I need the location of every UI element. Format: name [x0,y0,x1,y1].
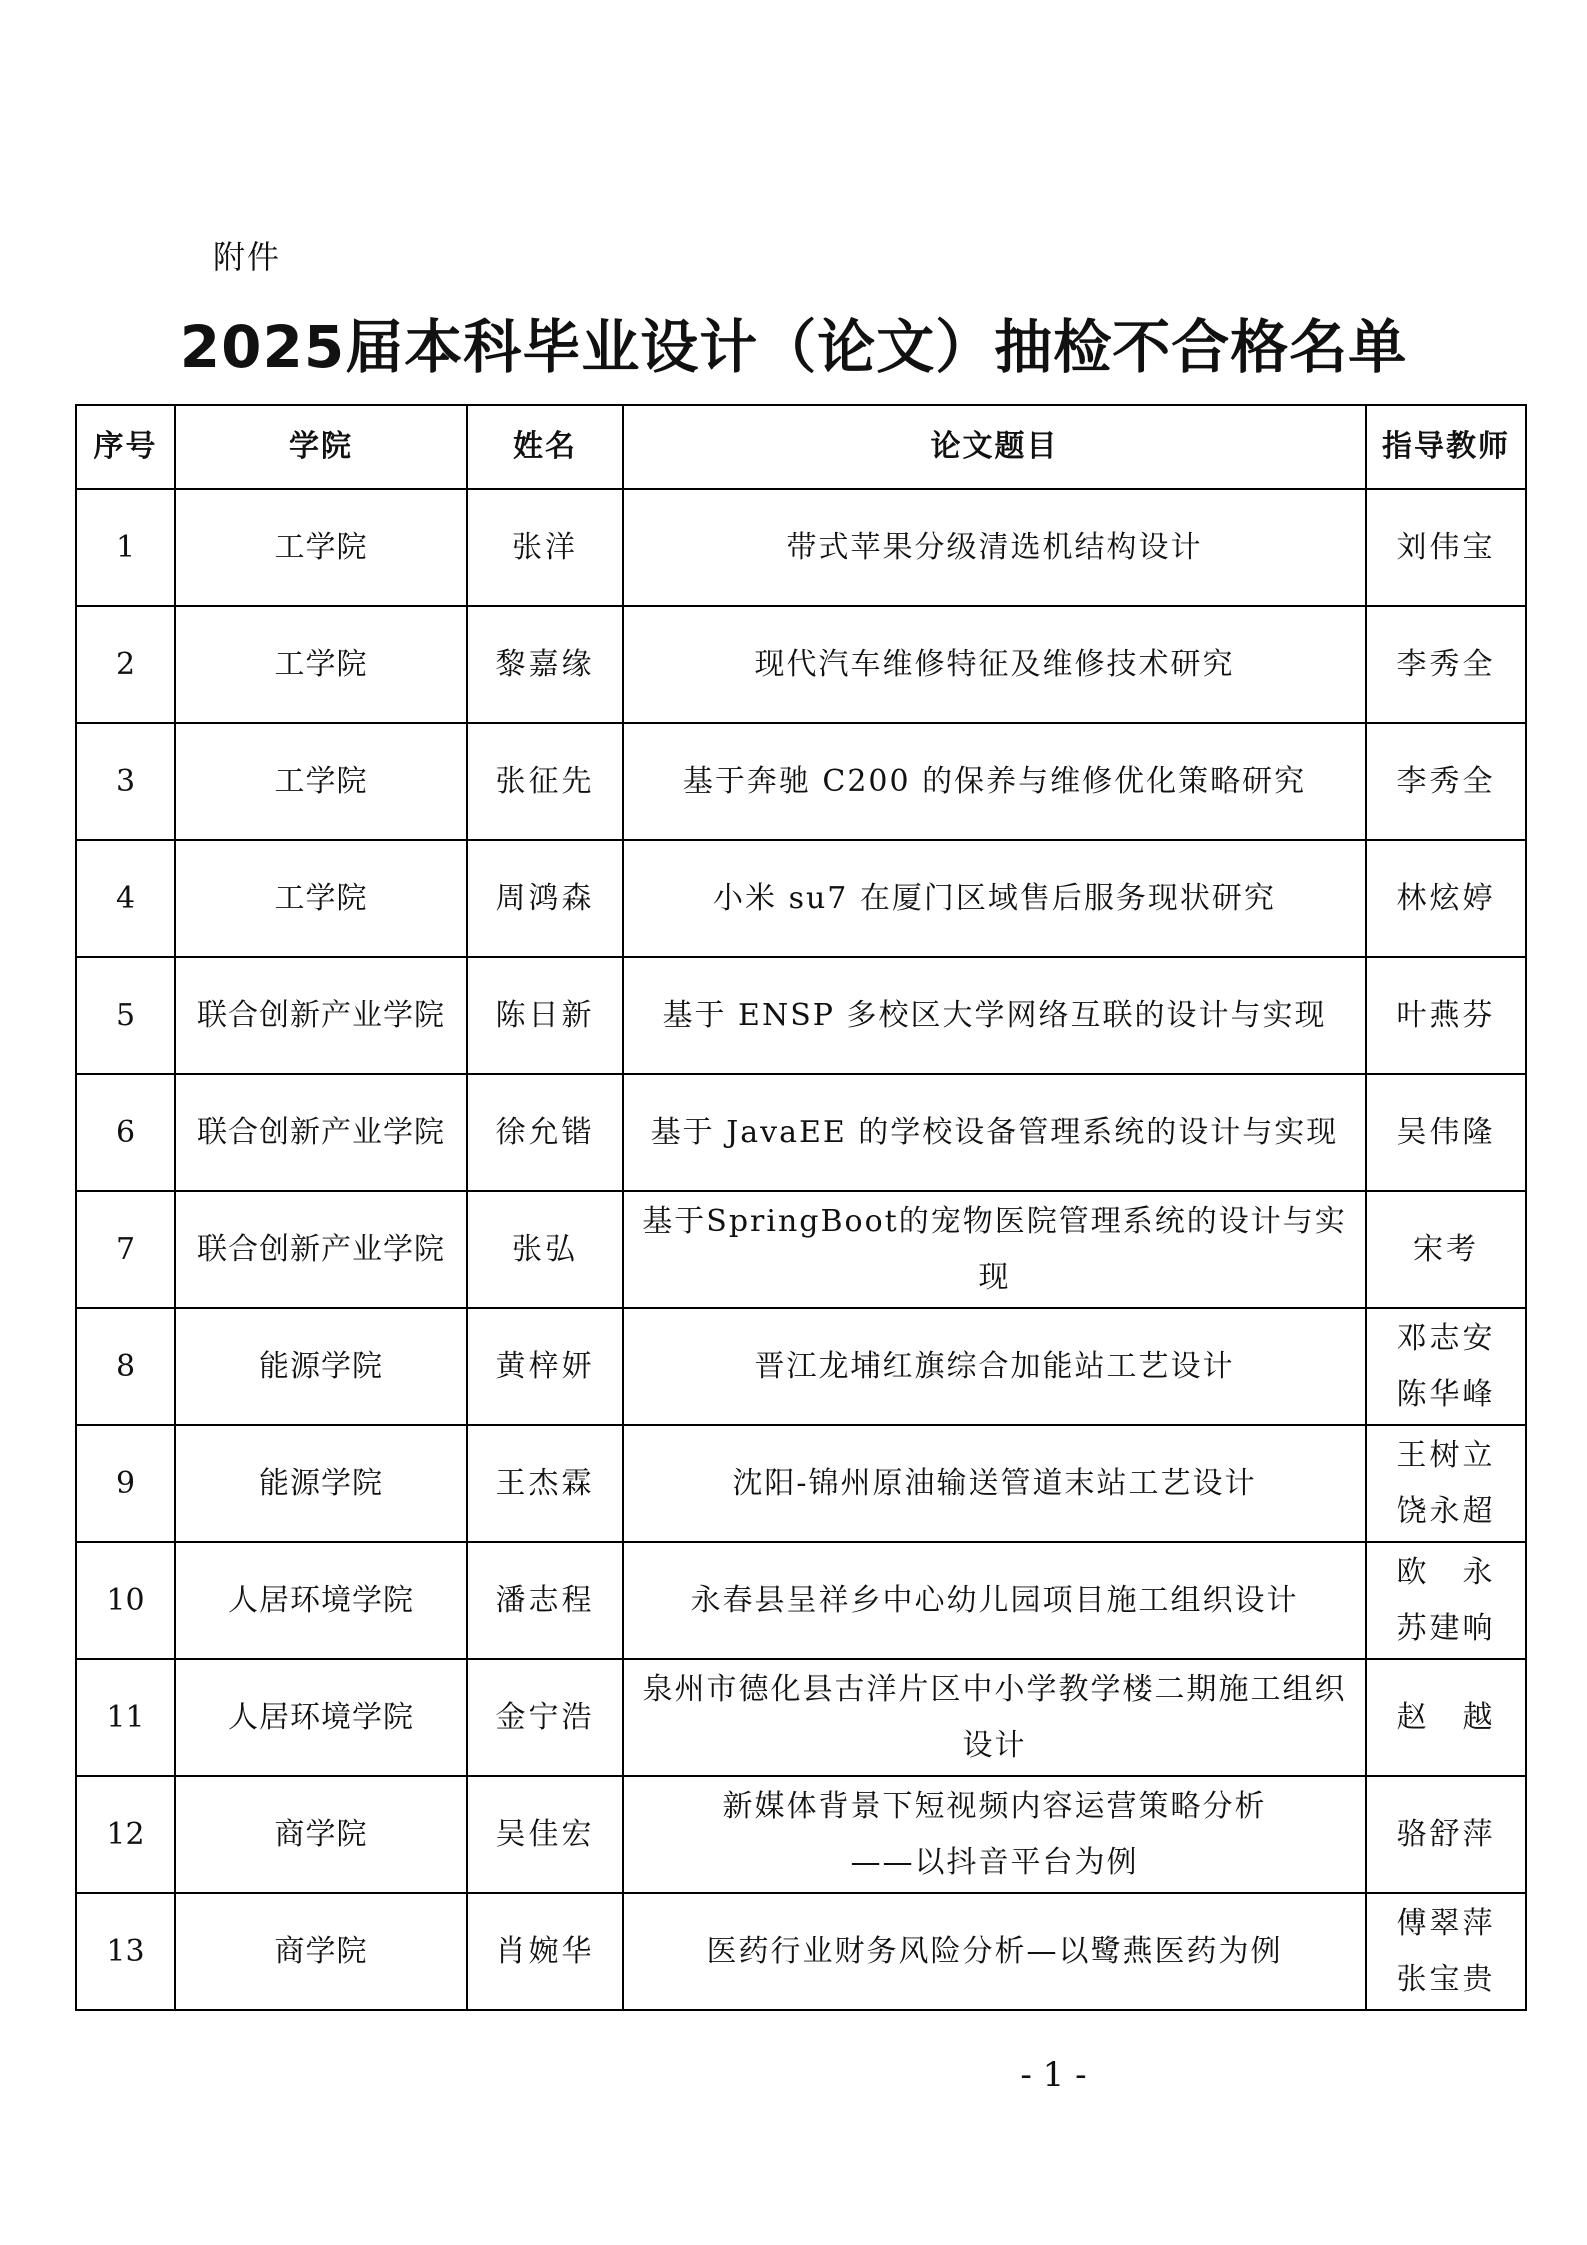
row-advisor [1366,1074,1526,1191]
row-college: 能源学院 [175,1308,467,1425]
row-advisor [1366,1425,1526,1542]
topic-line: 沈阳-锦州原油输送管道末站工艺设计 [732,1465,1257,1501]
row-student-name: 王杰霖 [467,1425,623,1542]
advisor-name: 陈华峰 [1396,1376,1496,1412]
topic-line: 基于 ENSP 多校区大学网络互联的设计与实现 [662,997,1327,1033]
row-advisor [1366,1659,1526,1776]
advisor-name: 邓志安 [1396,1320,1496,1356]
topic-line: 泉州市德化县古洋片区中小学教学楼二期施工组织 [642,1671,1347,1707]
row-advisor [1366,606,1526,723]
row-student-name: 吴佳宏 [467,1776,623,1893]
header-topic: 论文题目 [623,405,1366,489]
header-index: 序号 [76,405,175,489]
advisor-name: 宋考 [1413,1231,1479,1267]
row-advisor [1366,723,1526,840]
row-advisor [1366,489,1526,606]
row-thesis-topic [623,1425,1366,1542]
row-index: 1 [76,489,175,606]
row-college: 工学院 [175,840,467,957]
topic-line: 基于奔驰 C200 的保养与维修优化策略研究 [682,763,1307,799]
advisor-name: 欧 永 [1396,1554,1496,1590]
table-row [76,606,1526,723]
row-college: 人居环境学院 [175,1659,467,1776]
topic-line: 设计 [962,1727,1027,1763]
page-number: - 1 - [1020,2055,1087,2095]
topic-line: 晋江龙埔红旗综合加能站工艺设计 [754,1348,1235,1384]
row-thesis-topic [623,489,1366,606]
row-thesis-topic [623,1542,1366,1659]
failed-theses-table [75,404,1527,2011]
table-row [76,1074,1526,1191]
topic-line: ——以抖音平台为例 [850,1844,1139,1880]
row-advisor [1366,840,1526,957]
attachment-label: 附件 [213,238,282,276]
advisor-name: 叶燕芬 [1396,997,1496,1033]
topic-line: 基于 JavaEE 的学校设备管理系统的设计与实现 [650,1114,1339,1150]
table-row [76,1542,1526,1659]
table-row [76,1308,1526,1425]
header-college: 学院 [175,405,467,489]
row-index: 13 [76,1893,175,2010]
topic-line: 现代汽车维修特征及维修技术研究 [754,646,1235,682]
row-thesis-topic [623,840,1366,957]
row-college: 联合创新产业学院 [175,1191,467,1308]
advisor-name: 饶永超 [1396,1493,1496,1529]
topic-line: 小米 su7 在厦门区域售后服务现状研究 [713,880,1276,916]
row-student-name: 张弘 [467,1191,623,1308]
row-thesis-topic [623,1191,1366,1308]
row-student-name: 潘志程 [467,1542,623,1659]
row-college: 商学院 [175,1893,467,2010]
row-student-name: 张洋 [467,489,623,606]
row-college: 商学院 [175,1776,467,1893]
advisor-name: 赵 越 [1396,1699,1496,1735]
table-row [76,1659,1526,1776]
row-college: 工学院 [175,489,467,606]
row-index: 5 [76,957,175,1074]
row-student-name: 陈日新 [467,957,623,1074]
row-index: 6 [76,1074,175,1191]
row-thesis-topic [623,723,1366,840]
row-college: 工学院 [175,606,467,723]
row-thesis-topic [623,1308,1366,1425]
row-thesis-topic [623,1776,1366,1893]
topic-line: 新媒体背景下短视频内容运营策略分析 [722,1788,1267,1824]
row-advisor [1366,957,1526,1074]
table-row [76,489,1526,606]
table-row [76,840,1526,957]
row-thesis-topic [623,1074,1366,1191]
row-college: 人居环境学院 [175,1542,467,1659]
row-thesis-topic [623,957,1366,1074]
advisor-name: 王树立 [1396,1437,1496,1473]
table-row [76,1776,1526,1893]
row-index: 12 [76,1776,175,1893]
advisor-name: 傅翠萍 [1396,1905,1496,1941]
row-advisor [1366,1542,1526,1659]
header-name: 姓名 [467,405,623,489]
row-index: 7 [76,1191,175,1308]
row-student-name: 黄梓妍 [467,1308,623,1425]
advisor-name: 李秀全 [1396,763,1496,799]
row-student-name: 金宁浩 [467,1659,623,1776]
advisor-name: 李秀全 [1396,646,1496,682]
advisor-name: 林炫婷 [1396,880,1496,916]
row-college: 联合创新产业学院 [175,957,467,1074]
row-student-name: 张征先 [467,723,623,840]
row-index: 4 [76,840,175,957]
table-row [76,1191,1526,1308]
advisor-name: 苏建响 [1396,1610,1496,1646]
table-row [76,1425,1526,1542]
advisor-name: 刘伟宝 [1396,529,1496,565]
row-index: 9 [76,1425,175,1542]
row-student-name: 周鸿森 [467,840,623,957]
row-index: 10 [76,1542,175,1659]
table-row [76,1893,1526,2010]
document-title: 2025届本科毕业设计（论文）抽检不合格名单 [179,313,1408,381]
row-thesis-topic [623,1893,1366,2010]
row-college: 工学院 [175,723,467,840]
advisor-name: 张宝贵 [1396,1961,1496,1997]
table-row [76,723,1526,840]
topic-line: 医药行业财务风险分析—以鹭燕医药为例 [706,1933,1283,1969]
row-student-name: 肖婉华 [467,1893,623,2010]
topic-line: 永春县呈祥乡中心幼儿园项目施工组织设计 [690,1582,1299,1618]
row-advisor [1366,1776,1526,1893]
row-index: 2 [76,606,175,723]
row-index: 8 [76,1308,175,1425]
row-thesis-topic [623,606,1366,723]
row-student-name: 黎嘉缘 [467,606,623,723]
topic-line: 带式苹果分级清选机结构设计 [786,529,1203,565]
row-college: 能源学院 [175,1425,467,1542]
row-index: 11 [76,1659,175,1776]
advisor-name: 吴伟隆 [1396,1114,1496,1150]
row-advisor [1366,1308,1526,1425]
table-row [76,957,1526,1074]
topic-line: 基于SpringBoot的宠物医院管理系统的设计与实现 [642,1203,1347,1295]
header-advisor: 指导教师 [1366,405,1526,489]
table-header-row [76,405,1526,489]
row-advisor [1366,1893,1526,2010]
row-student-name: 徐允锴 [467,1074,623,1191]
advisor-name: 骆舒萍 [1396,1816,1496,1852]
row-advisor [1366,1191,1526,1308]
row-thesis-topic [623,1659,1366,1776]
row-college: 联合创新产业学院 [175,1074,467,1191]
row-index: 3 [76,723,175,840]
